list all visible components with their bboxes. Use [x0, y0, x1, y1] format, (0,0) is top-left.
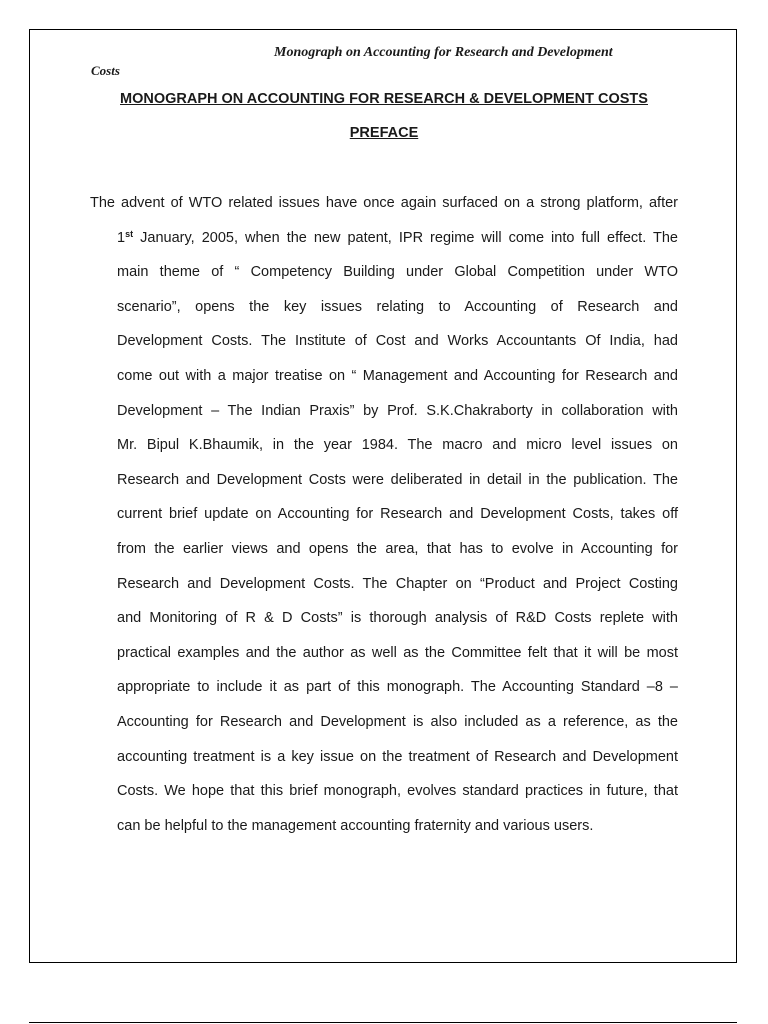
- paragraph-line: Research and Development Costs. The Chapter on “Product and Project Costing: [117, 575, 678, 592]
- ordinal-number: 1: [117, 229, 126, 246]
- paragraph-line: [90, 228, 678, 263]
- paragraph-line: scenario”, opens the key issues relating to Accounting of Research and: [117, 298, 678, 315]
- paragraph-line: main theme of “ Competency Building under Global Competition under WTO: [117, 264, 678, 281]
- paragraph-line: Development Costs. The Institute of Cost and Works Accountants Of India, had: [117, 333, 678, 350]
- section-heading-preface: PREFACE: [349, 125, 419, 141]
- paragraph-line: Development – The Indian Praxis” by Prof. S.K.Chakraborty in collaboration with: [117, 402, 678, 419]
- document-title: MONOGRAPH ON ACCOUNTING FOR RESEARCH & DEVELOPMENT COSTS: [120, 91, 648, 107]
- preface-paragraph: [90, 193, 678, 850]
- paragraph-line: The advent of WTO related issues have once again surfaced on a strong platform, after: [90, 195, 678, 211]
- ordinal-suffix: st: [125, 228, 134, 239]
- running-header: Monograph on Accounting for Research and Development: [274, 45, 613, 60]
- paragraph-line-text: January, 2005, when the new patent, IPR regime will come into full effect. The: [140, 229, 678, 246]
- paragraph-line: Mr. Bipul K.Bhaumik, in the year 1984. The macro and micro level issues on: [117, 437, 678, 454]
- paragraph-line: and Monitoring of R & D Costs” is thorough analysis of R&D Costs replete with: [117, 610, 678, 627]
- paragraph-line: accounting treatment is a key issue on the treatment of Research and Development: [117, 748, 678, 765]
- running-header-continued: Costs: [91, 63, 120, 78]
- paragraph-line: Research and Development Costs were deliberated in detail in the publication. The: [117, 471, 678, 488]
- paragraph-line: practical examples and the author as well as the Committee felt that it will be most: [117, 644, 678, 661]
- paragraph-line: current brief update on Accounting for Research and Development Costs, takes off: [117, 506, 678, 523]
- paragraph-line: come out with a major treatise on “ Management and Accounting for Research and: [117, 367, 678, 384]
- footer-divider: [29, 1022, 737, 1023]
- paragraph-line: can be helpful to the management accounting fraternity and various users.: [117, 817, 594, 834]
- paragraph-line: Costs. We hope that this brief monograph, evolves standard practices in future, that: [117, 783, 678, 800]
- paragraph-line: Accounting for Research and Development is also included as a reference, as the: [117, 713, 678, 730]
- paragraph-line: appropriate to include it as part of this monograph. The Accounting Standard –8 –: [117, 679, 678, 696]
- paragraph-line: from the earlier views and opens the area, that has to evolve in Accounting for: [117, 540, 678, 557]
